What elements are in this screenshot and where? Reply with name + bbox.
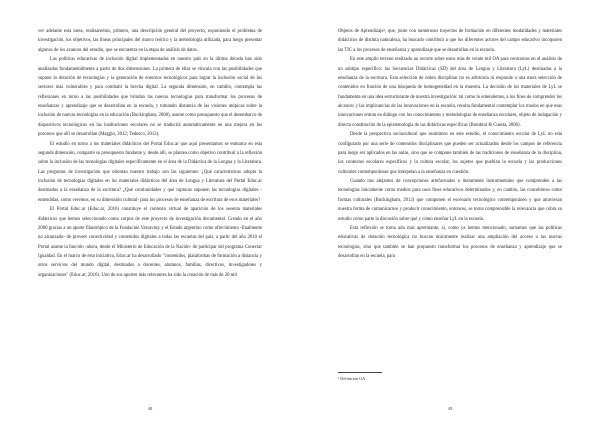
footnote-divider xyxy=(338,372,382,373)
page-number: 49 xyxy=(447,406,453,411)
paragraph: Esta reflexión se torna aún más apremiante, si, como ya hemos mencionado, sumamos que las políticas educativas de dotación tecnológica no buscan únicamente realizar una ampliación del acceso a las nuevas tecnologías, sino que también se han propuesto transformar los procesos de enseñanza y aprendizaje que se desarrollan en la escuela, para xyxy=(338,225,562,259)
page-number: 48 xyxy=(147,406,153,411)
left-page-body xyxy=(38,27,262,280)
paragraph: ver adelante esta tarea, realizaremos, primero, una descripción general del proyecto, exponiendo el problema de investigación, los objetivos, las líneas principales del marco teórico y la metodología utilizada, para luego presentar algunos de los avances del estudio, que se encuentra en la etapa de análisis de datos. xyxy=(38,29,262,53)
paragraph: Cuando nos alejamos de concepciones artefactuales o meramente instrumentales que comprenden a las tecnologías únicamente como medios para usos fines educativos determinados y, en cambio, las concebimos como formas culturales (Buckingham, 2012) que componen el escenario tecnológico contemporáneo y que atraviesan nuestra forma de comunicarnos y producir conocimiento, entonces, se torna comprensible la relevancia que cobra su estudio como parte la discusión sobre qué y cómo enseñar LyL en la escuela. xyxy=(338,179,562,222)
paragraph: Objetos de Aprendizaje¹, que, junto con numerosos trayectos de formación en diferentes modalidades y materiales didácticos de distinta naturaleza, ha buscado contribuir a que los diferentes actores del campo educativo incorporen las TIC a los procesos de enseñanza y aprendizaje que se desarrollan en la escuela. xyxy=(338,29,562,53)
paragraph: El Portal Educ.ar (Educ.ar, 2016) constituye el contexto virtual de aparición de los sesenta materiales didácticos que hemos seleccionado como corpus de este proyecto de investigación documental. Creado en el año 2000 gracias a un aporte filantrópico de la Fundación Varsavsky y el Estado argentino como ofrecimiento -finalmente no alcanzado- de proveer conectividad y contenidos digitales a todas las escuelas del país, a partir del año 2010 el Portal asume la función -ahora, desde el Ministerio de Educación de la Nación- de participar del programa Conectar Igualdad. En el marco de esta iniciativa, Educ.ar ha desarrollado "contenidos, plataformas de formación a distancia y otros servicios del mundo digital, destinados a docentes, alumnos, familias, directivos, investigadores y organizaciones" (Educ.ar, 2016). Uno de sus aportes más relevantes ha sido la creación de más de 20 mil xyxy=(38,207,262,278)
footnote: ¹ Definición OA xyxy=(338,376,366,381)
right-page-body xyxy=(338,27,562,261)
right-page xyxy=(300,0,600,424)
paragraph: El estudio en torno a los materiales didácticos del Portal Educ.ar que aquí presentamos se enmarca en esta segunda dimensión, comparte su presupuesto fundante y, desde allí, se plantea como objetivo contribuir a la reflexión sobre la inclusión de las tecnologías digitales específicamente en el área de la Didáctica de la Lengua y la Literatura. Las preguntas de investigación que orientan nuestro trabajo son las siguientes: ¿Qué características adopta la inclusión de tecnologías digitales en los materiales didácticos del área de Lengua y Literatura del Portal Educ.ar destinados a la enseñanza de la escritura? ¿Qué continuidades y qué rupturas suponen las tecnologías digitales -entendidas, como veremos, en su dimensión cultural- para los procesos de enseñanza de escritura de esos materiales? xyxy=(38,141,262,203)
paragraph: Desde la perspectiva sociocultural que asumimos en este estudio, el conocimiento escolar de LyL no está configurado por una serie de contenidos disciplinares que pueden ser actualizados desde los campos de referencia para luego ser aplicados en las aulas, sino que se compone también de las tradiciones de enseñanza de la disciplina, los contextos escolares específicos y la cultura escolar, los sujetos que pueblan la escuela y las producciones culturales contemporáneas que interpelan a la enseñanza en cuestión. xyxy=(338,132,562,175)
paragraph: En este amplio terreno realizado un recorte sobre estos más de veinte mil OA para centrarnos en el análisis de un subtipo específico: las Secuencias Didácticas (SD) del área de Lengua y Literatura (LyL) destinadas a la enseñanza de la escritura. Esta selección de orden disciplinar no es arbitraria ni responde a una mera selección de contenidos en función de una búsqueda de homogeneidad en la muestra. La decisión de los materiales de LyL se fundamenta en una idea estructurante de nuestra investigación: tal como lo entendemos, a los fines de comprender los alcances y las implicancias de las innovaciones en la escuela, resulta fundamental contemplar los modos en que esas innovaciones entran en diálogo con los conocimientos y metodologías de enseñanza escolares, objeto de indagación y directa constitución de la epistemología de las didácticas específicas (Bombini & Cuesta, 2006). xyxy=(338,57,562,128)
paragraph: Las políticas educativas de inclusión digital implementadas en nuestro país en la última década han sido analizadas fundamentalmente a partir de dos dimensiones. La primera de ellas se vincula con las posibilidades que supone la dotación de tecnologías y la generación de entornos tecnológicos para lograr la inclusión social de los sectores más vulnerables y para combatir la brecha digital. La segunda dimensión, en cambio, contempla las reflexiones en torno a las posibilidades que brindan las nuevas tecnologías para transformar los procesos de enseñanzas y aprendizaje que se desarrollan en la escuela, y tomando distancia de las visiones utópicas sobre la inclusión de nuevas tecnologías en la educación (Buckingham, 2008), asume como presupuesto que el desembarco de dispositivos tecnológicos en las instituciones escolares no se traducirá automáticamente en una mejora en los procesos que allí se desarrollan (Maggio, 2012; Tedesco, 2012). xyxy=(38,57,262,138)
